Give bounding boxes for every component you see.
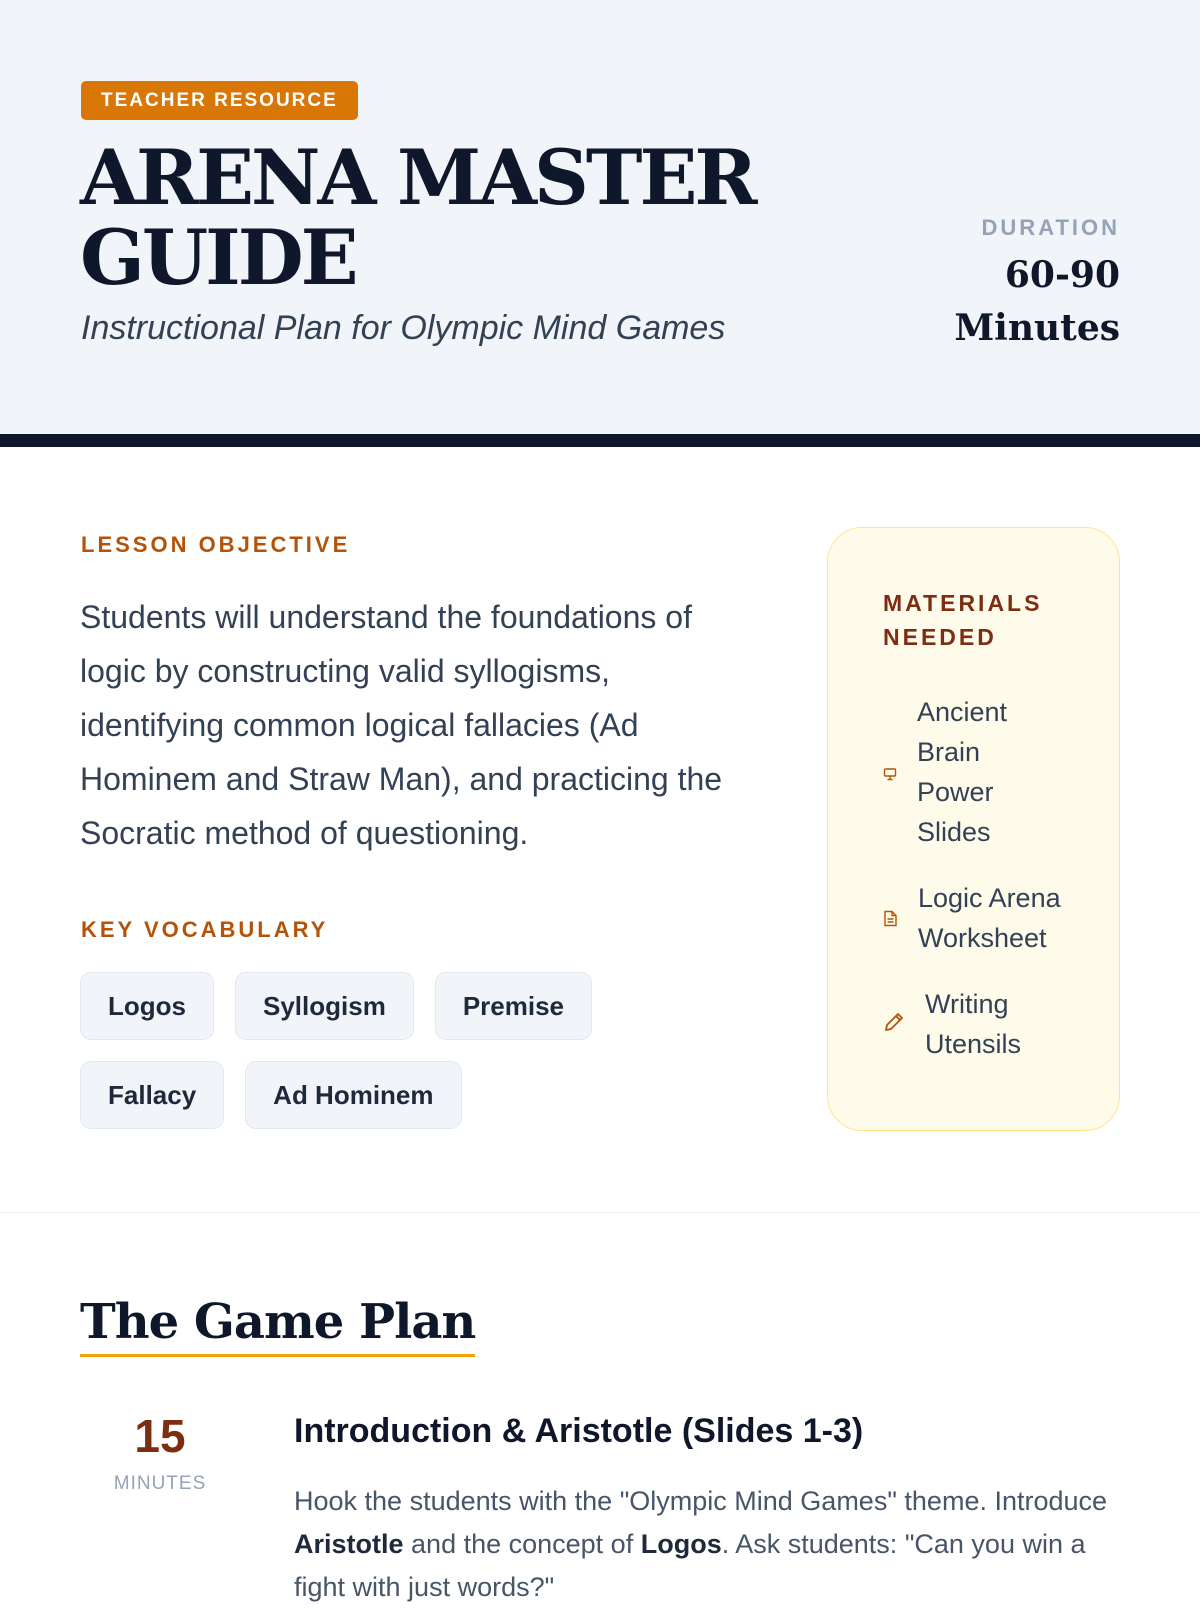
page-title bbox=[80, 133, 800, 302]
key-vocabulary-label: KEY VOCABULARY bbox=[81, 917, 329, 942]
vocabulary-list bbox=[80, 972, 680, 1129]
materials-item-slides bbox=[883, 692, 1083, 852]
step-desc-bold: Logos bbox=[640, 1529, 722, 1559]
vocab-tag-premise: Premise bbox=[435, 972, 592, 1040]
materials-title-line-2: NEEDED bbox=[883, 624, 997, 650]
step-minutes: 15 bbox=[134, 1410, 186, 1462]
step-desc-text: and the concept of bbox=[403, 1529, 641, 1559]
materials-item-worksheet bbox=[883, 878, 1103, 958]
duration-label: DURATION bbox=[981, 215, 1120, 240]
title-line-2: GUIDE bbox=[80, 213, 356, 302]
materials-card bbox=[827, 527, 1120, 1131]
materials-item-label: Writing Utensils bbox=[925, 989, 1022, 1059]
materials-title bbox=[883, 586, 1042, 654]
section-divider bbox=[0, 1212, 1200, 1213]
step-desc-text: Hook the students with the "Olympic Mind Games" theme. Introduce bbox=[294, 1486, 1108, 1516]
vocab-tag-fallacy: Fallacy bbox=[80, 1061, 224, 1129]
materials-title-line-1: MATERIALS bbox=[883, 590, 1043, 616]
game-plan-title: The Game Plan bbox=[80, 1292, 475, 1357]
vocab-tag-logos: Logos bbox=[80, 972, 214, 1040]
step-desc-bold: Aristotle bbox=[294, 1529, 404, 1559]
duration-range: 60-90 bbox=[1004, 254, 1120, 296]
step-description bbox=[294, 1480, 1124, 1609]
duration-value bbox=[954, 249, 1120, 355]
document-icon bbox=[883, 898, 918, 938]
presentation-icon bbox=[883, 752, 917, 792]
step-title: Introduction & Aristotle (Slides 1-3) bbox=[294, 1412, 864, 1450]
vocab-tag-syllogism: Syllogism bbox=[235, 972, 414, 1040]
teacher-resource-badge: TEACHER RESOURCE bbox=[81, 81, 358, 120]
page-header bbox=[0, 0, 1200, 447]
step-desc-text: . Ask students: "Can you win a fight with just words?" bbox=[294, 1529, 1086, 1602]
duration-block bbox=[954, 215, 1120, 355]
lesson-objective-text: Students will understand the foundations of logic by constructing valid syllogisms, identifying common logical fallacies (Ad Hominem and Straw Man), and practicing the Socratic method of questioning. bbox=[80, 599, 723, 851]
materials-item-label: Ancient Brain Power Slides bbox=[917, 697, 1008, 847]
materials-item-utensils bbox=[883, 984, 1103, 1064]
pencil-icon bbox=[883, 1004, 925, 1044]
lesson-objective-label: LESSON OBJECTIVE bbox=[81, 532, 351, 557]
page-subtitle: Instructional Plan for Olympic Mind Games bbox=[81, 309, 726, 347]
step-minutes-unit: MINUTES bbox=[113, 1473, 207, 1494]
title-line-1: ARENA MASTER bbox=[80, 133, 755, 222]
vocab-tag-ad-hominem: Ad Hominem bbox=[245, 1061, 461, 1129]
materials-item-label: Logic Arena Worksheet bbox=[918, 883, 1061, 953]
duration-unit: Minutes bbox=[954, 307, 1120, 349]
